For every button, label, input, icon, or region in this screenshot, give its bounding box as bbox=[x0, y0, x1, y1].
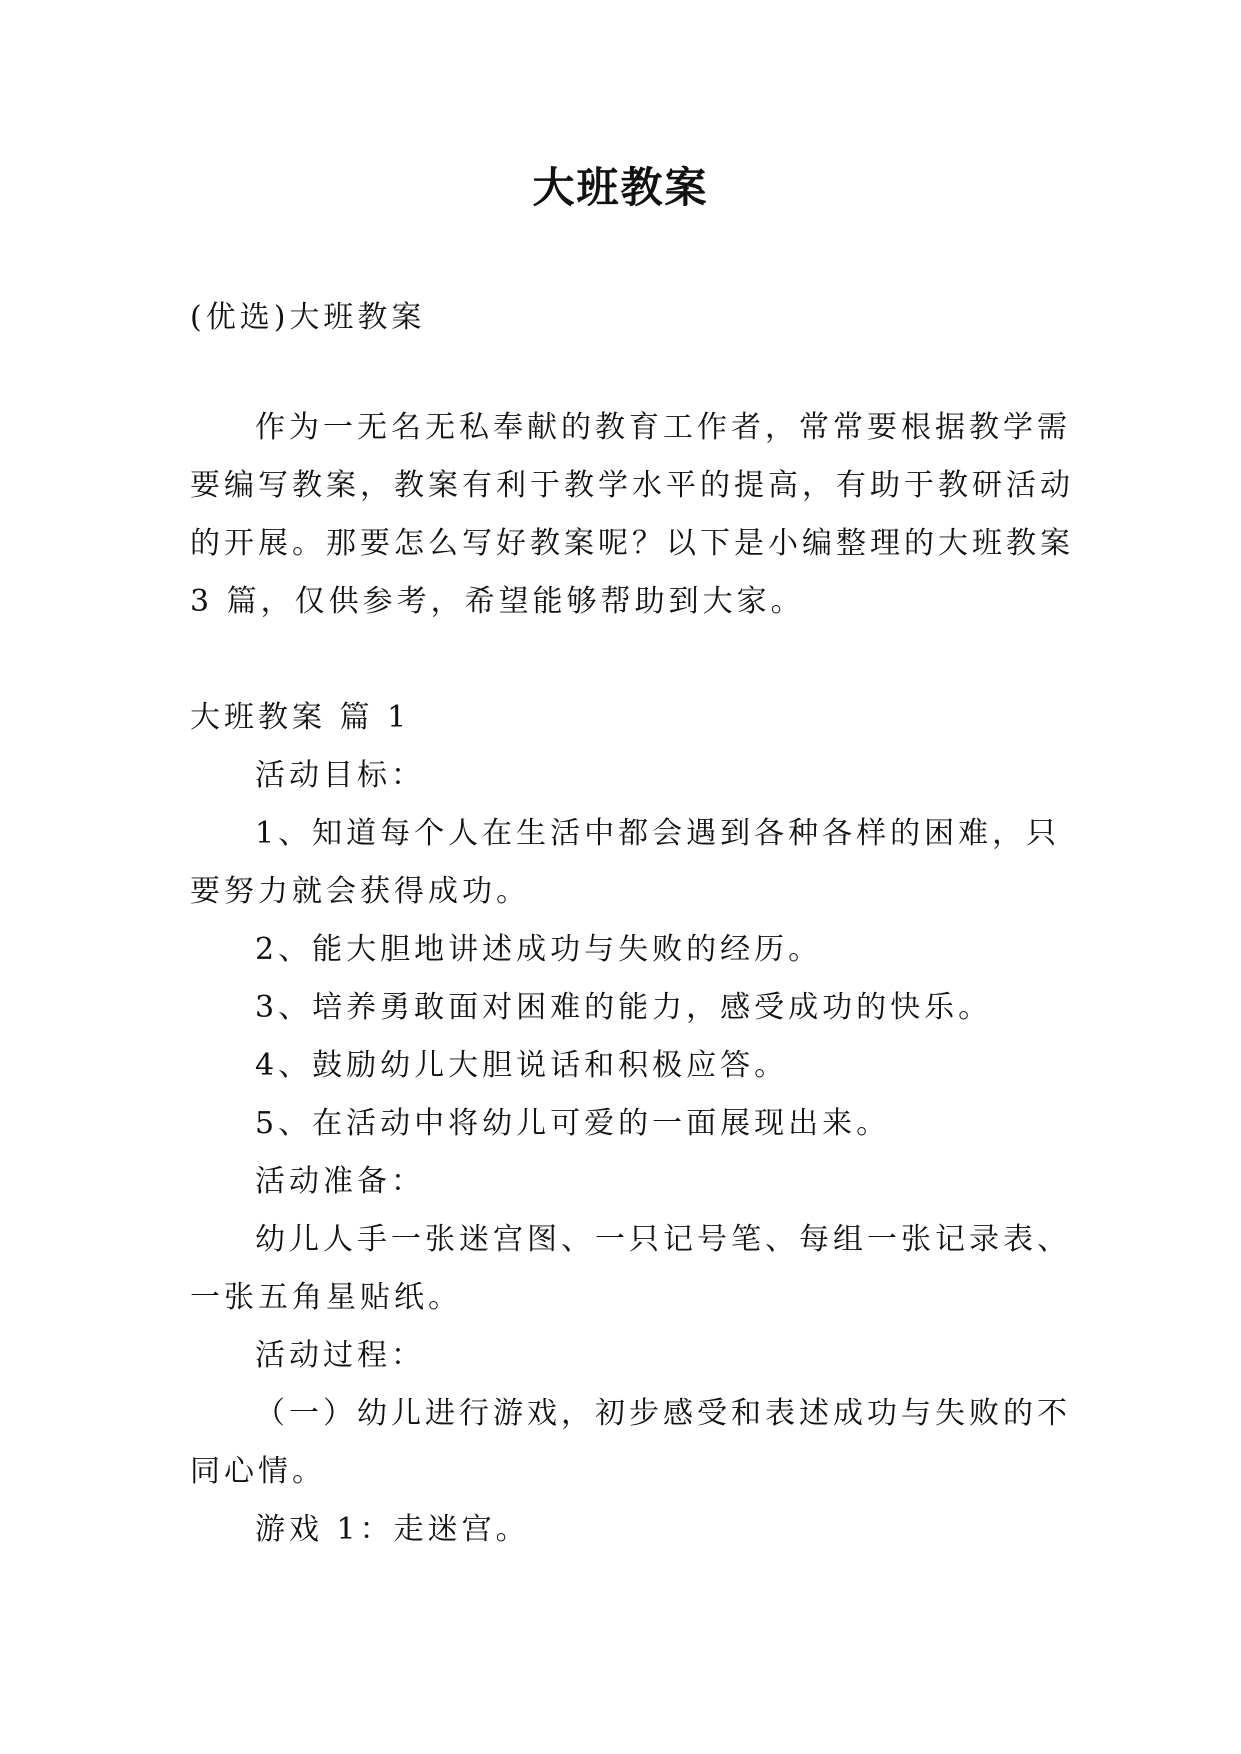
body-line-goal-2: 2、能大胆地讲述成功与失败的经历。 bbox=[255, 932, 823, 967]
body-line-process-1: （一）幼儿进行游戏，初步感受和表述成功与失败的不 bbox=[255, 1396, 1071, 1431]
body-line-prep-1-cont: 一张五角星贴纸。 bbox=[190, 1280, 462, 1315]
intro-line-1: 作为一无名无私奉献的教育工作者，常常要根据教学需 bbox=[255, 410, 1071, 445]
body-line-process-1-cont: 同心情。 bbox=[190, 1454, 326, 1489]
document-title: 大班教案 bbox=[532, 163, 709, 212]
intro-line-4: 3 篇，仅供参考，希望能够帮助到大家。 bbox=[190, 584, 805, 619]
body-line-activity-goals: 活动目标： bbox=[255, 758, 425, 793]
body-line-goal-1: 1、知道每个人在生活中都会遇到各种各样的困难，只 bbox=[255, 816, 1061, 851]
section-heading: 大班教案 篇 1 bbox=[190, 700, 411, 735]
intro-line-3: 的开展。那要怎么写好教案呢？以下是小编整理的大班教案 bbox=[190, 526, 1074, 561]
body-line-goal-4: 4、鼓励幼儿大胆说话和积极应答。 bbox=[255, 1048, 789, 1083]
intro-line-2: 要编写教案，教案有利于教学水平的提高，有助于教研活动 bbox=[190, 468, 1074, 503]
body-line-goal-3: 3、培养勇敢面对困难的能力，感受成功的快乐。 bbox=[255, 990, 993, 1025]
body-line-activity-prep: 活动准备： bbox=[255, 1164, 425, 1199]
document-subtitle: (优选)大班教案 bbox=[190, 300, 426, 335]
body-line-goal-1-cont: 要努力就会获得成功。 bbox=[190, 874, 530, 909]
body-line-prep-1: 幼儿人手一张迷宫图、一只记号笔、每组一张记录表、 bbox=[255, 1222, 1071, 1257]
body-line-goal-5: 5、在活动中将幼儿可爱的一面展现出来。 bbox=[255, 1106, 891, 1141]
body-line-game-1: 游戏 1：走迷宫。 bbox=[255, 1512, 530, 1547]
body-line-activity-process: 活动过程： bbox=[255, 1338, 425, 1373]
